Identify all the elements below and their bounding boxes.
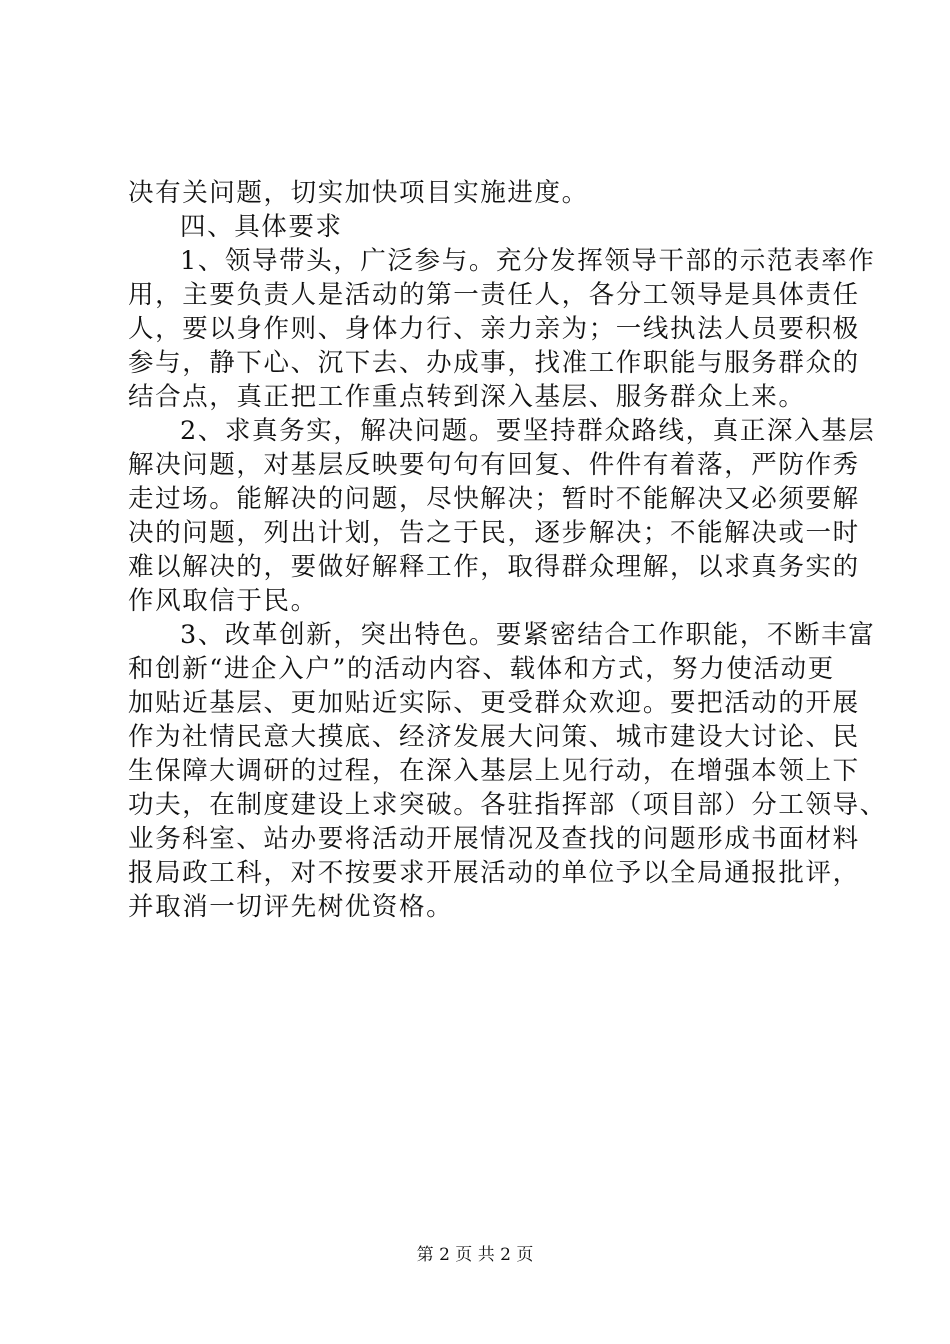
text-line: 1、领导带头，广泛参与。充分发挥领导干部的示范表率作	[180, 246, 876, 276]
text-line: 2、求真务实，解决问题。要坚持群众路线，真正深入基层	[180, 416, 876, 446]
text-line: 并取消一切评先树优资格。	[128, 892, 454, 922]
text-line: 作为社情民意大摸底、经济发展大问策、城市建设大讨论、民	[128, 722, 860, 752]
text-line: 生保障大调研的过程，在深入基层上见行动，在增强本领上下	[128, 756, 860, 786]
text-line: 功夫，在制度建设上求突破。各驻指挥部（项目部）分工领导、	[128, 790, 887, 820]
text-line: 人，要以身作则、身体力行、亲力亲为；一线执法人员要积极	[128, 314, 860, 344]
text-line: 业务科室、站办要将活动开展情况及查找的问题形成书面材料	[128, 824, 860, 854]
text-line: 解决问题，对基层反映要句句有回复、件件有着落，严防作秀	[128, 450, 860, 480]
text-line: 决有关问题，切实加快项目实施进度。	[128, 178, 589, 208]
text-line: 和创新“进企入户”的活动内容、载体和方式，努力使活动更	[128, 654, 835, 684]
page-footer: 第 2 页 共 2 页	[416, 1245, 534, 1265]
text-line: 加贴近基层、更加贴近实际、更受群众欢迎。要把活动的开展	[128, 688, 860, 718]
text-line: 难以解决的，要做好解释工作，取得群众理解，以求真务实的	[128, 552, 860, 582]
text-line: 走过场。能解决的问题，尽快解决；暂时不能解决又必须要解	[128, 484, 860, 514]
text-line: 参与，静下心、沉下去、办成事，找准工作职能与服务群众的	[128, 348, 860, 378]
text-line: 结合点，真正把工作重点转到深入基层、服务群众上来。	[128, 382, 806, 412]
text-line: 四、具体要求	[180, 212, 343, 242]
text-line: 用，主要负责人是活动的第一责任人，各分工领导是具体责任	[128, 280, 860, 310]
text-line: 报局政工科，对不按要求开展活动的单位予以全局通报批评，	[128, 858, 860, 888]
text-line: 3、改革创新，突出特色。要紧密结合工作职能，不断丰富	[180, 620, 876, 650]
text-line: 决的问题，列出计划，告之于民，逐步解决；不能解决或一时	[128, 518, 860, 548]
text-line: 作风取信于民。	[128, 586, 318, 616]
body-text	[128, 176, 887, 924]
